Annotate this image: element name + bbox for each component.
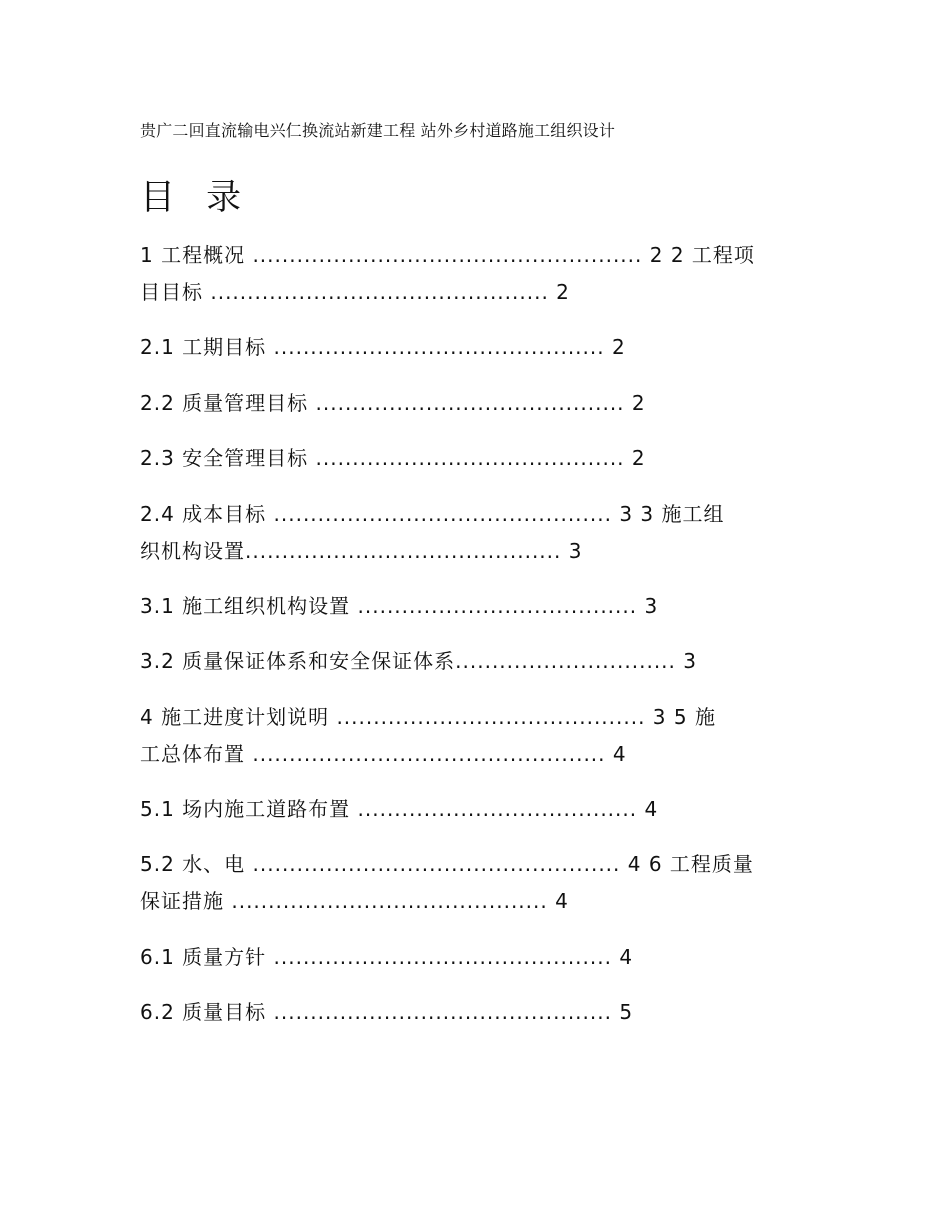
toc-entry[interactable] — [140, 939, 830, 976]
toc-entry[interactable] — [140, 643, 830, 680]
toc-entry[interactable] — [140, 699, 830, 773]
running-header: 贵广二回直流输电兴仁换流站新建工程 站外乡村道路施工组织设计 — [140, 121, 616, 140]
toc-entry[interactable] — [140, 791, 830, 828]
toc-entry-line: 工总体布置 ................................................ 4 — [140, 742, 627, 766]
toc-entry[interactable] — [140, 237, 830, 311]
toc-entry[interactable] — [140, 588, 830, 625]
toc-entry-line: 3.2 质量保证体系和安全保证体系.............................. 3 — [140, 649, 697, 673]
toc-entry-line: 织机构设置........................................... 3 — [140, 539, 583, 563]
toc-entry[interactable] — [140, 496, 830, 570]
toc-entry[interactable] — [140, 440, 830, 477]
toc-entry-line: 4 施工进度计划说明 .......................................... 3 5 施 — [140, 705, 716, 729]
toc-entry-line: 2.3 安全管理目标 .......................................... 2 — [140, 446, 646, 470]
toc-entry[interactable] — [140, 994, 830, 1031]
toc-entry-line: 保证措施 ........................................... 4 — [140, 889, 569, 913]
toc-entry-line: 2.2 质量管理目标 .......................................... 2 — [140, 391, 646, 415]
toc-entry[interactable] — [140, 846, 830, 920]
toc-entry-line: 目目标 .............................................. 2 — [140, 280, 570, 304]
toc-entry[interactable] — [140, 385, 830, 422]
toc-entry-line: 6.2 质量目标 .............................................. 5 — [140, 1000, 634, 1024]
toc-entry-line: 3.1 施工组织机构设置 ...................................... 3 — [140, 594, 659, 618]
toc-entry-line: 6.1 质量方针 .............................................. 4 — [140, 945, 634, 969]
toc-entry-line: 2.4 成本目标 .............................................. 3 3 施工组 — [140, 502, 725, 526]
toc-title: 目 录 — [140, 178, 252, 218]
toc-entry-line: 2.1 工期目标 ............................................. 2 — [140, 335, 626, 359]
toc-entry-line: 1 工程概况 ..................................................... 2 2 工程项 — [140, 243, 755, 267]
toc-entry[interactable] — [140, 329, 830, 366]
toc-entry-line: 5.2 水、电 .................................................. 4 6 工程质量 — [140, 852, 754, 876]
toc-entry-line: 5.1 场内施工道路布置 ...................................... 4 — [140, 797, 659, 821]
